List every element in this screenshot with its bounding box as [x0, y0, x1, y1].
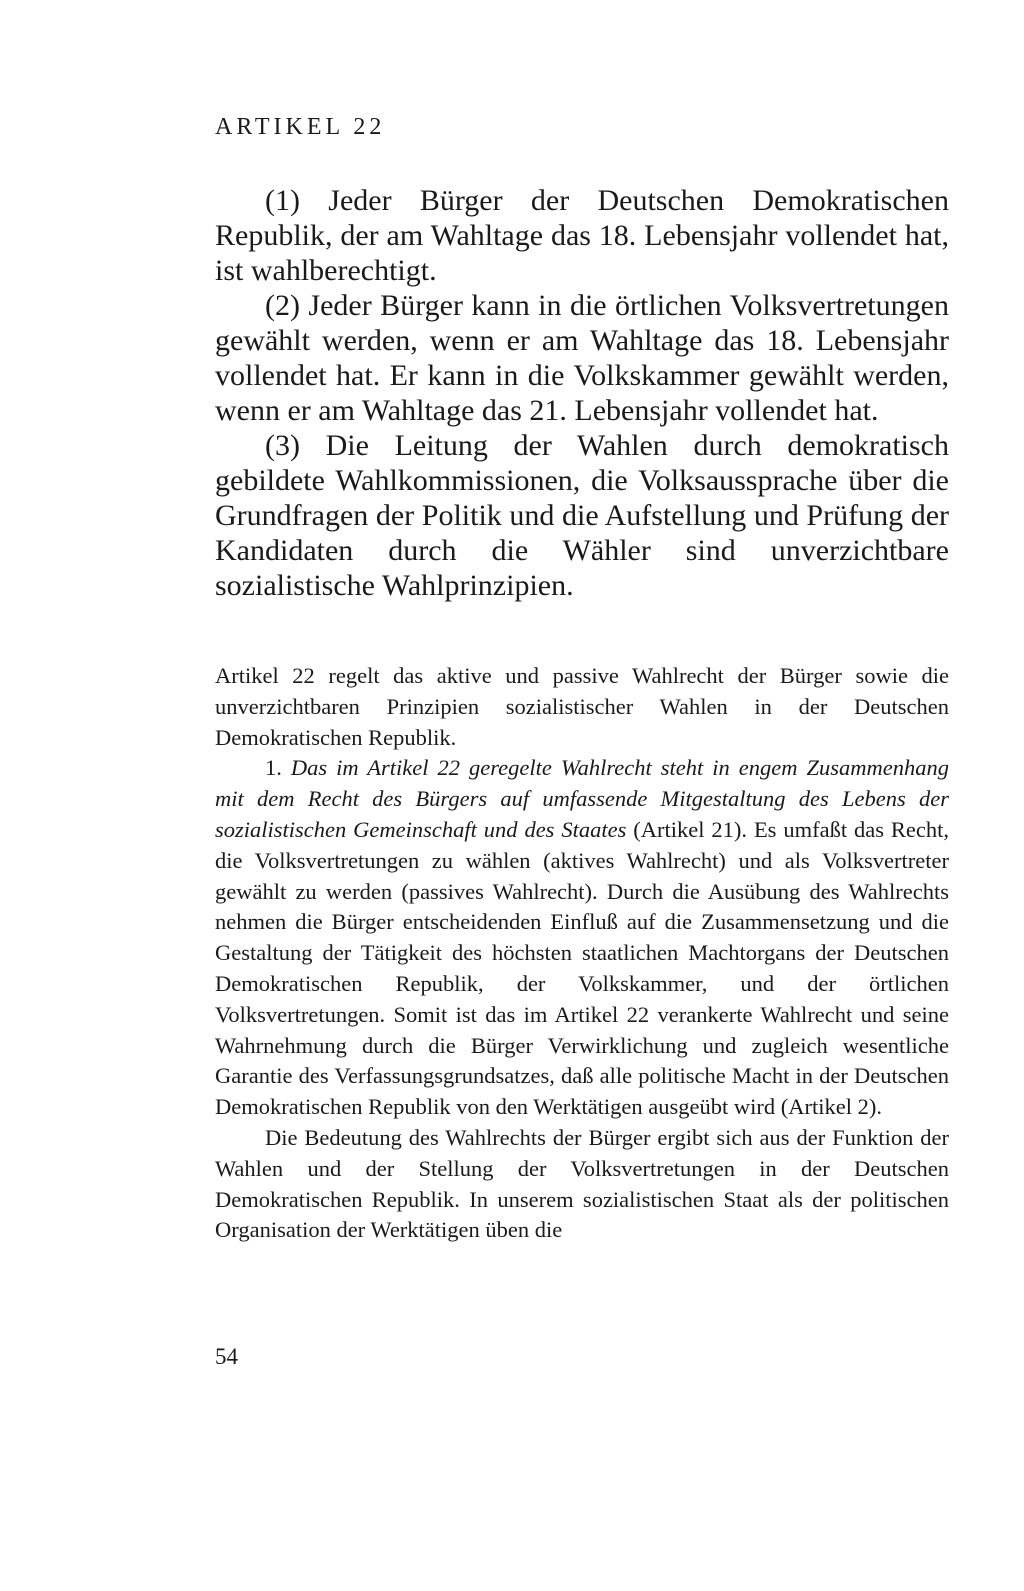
commentary-section-1 — [215, 753, 949, 1123]
article-text — [215, 183, 949, 603]
page-number: 54 — [215, 1344, 238, 1369]
commentary-intro: Artikel 22 regelt das aktive und passive Wahlrecht der Bürger sowie die unverzichtbaren Prinzipien sozialistischer Wahlen in der Deutschen Demokratischen Republik. — [215, 663, 949, 750]
commentary-paragraph-2: Die Bedeutung des Wahlrechts der Bürger ergibt sich aus der Funktion der Wahlen und der Stellung der Volksvertretungen in der Deutschen Demokratischen Republik. In unserem sozialistischen Staat als der politischen Organisation der Werktätigen üben die — [215, 1124, 949, 1243]
article-paragraph-1: (1) Jeder Bürger der Deutschen Demokratischen Republik, der am Wahltage das 18. Lebensjahr vollendet hat, ist wahlberechtigt. — [215, 184, 949, 287]
article-heading: ARTIKEL 22 — [215, 114, 386, 140]
section-1-emphasis: Das im Artikel 22 geregelte Wahlrecht steht in engem Zusammenhang mit dem Recht des Bürgers auf umfassende Mitgestaltung des Lebens der sozialistischen Gemeinschaft und des Staates — [215, 755, 949, 842]
section-number: 1. — [265, 755, 282, 781]
section-1-body: (Artikel 21). Es umfaßt das Recht, die Volksvertretungen zu wählen (aktives Wahlrecht) und als Volksvertreter gewählt zu werden (passives Wahlrecht). Durch die Ausübung des Wahlrechts nehmen die Bürger entscheidenden Einfluß auf die Zusammensetzung und die Gestaltung der Tätigkeit des höchsten staatlichen Machtorgans der Deutschen Demokratischen Republik, der Volkskammer, und der örtlichen Volksvertretungen. Somit ist das im Artikel 22 verankerte Wahlrecht und seine Wahrnehmung durch die Bürger Verwirklichung und zugleich wesentliche Garantie des Verfassungsgrundsatzes, daß alle politische Macht in der Deutschen Demokratischen Republik von den Werktätigen ausgeübt wird (Artikel 2). — [215, 816, 950, 1120]
article-paragraph-3: (3) Die Leitung der Wahlen durch demokratisch gebildete Wahlkommissionen, die Volksaussprache über die Grundfragen der Politik und die Aufstellung und Prüfung der Kandidaten durch die Wähler sind unverzichtbare sozialistische Wahlprinzipien. — [215, 429, 949, 602]
article-paragraph-2: (2) Jeder Bürger kann in die örtlichen Volksvertretungen gewählt werden, wenn er am Wahltage das 18. Lebensjahr vollendet hat. Er kann in die Volkskammer gewählt werden, wenn er am Wahltage das 21. Lebensjahr vollendet hat. — [215, 289, 949, 427]
commentary — [215, 661, 949, 1246]
